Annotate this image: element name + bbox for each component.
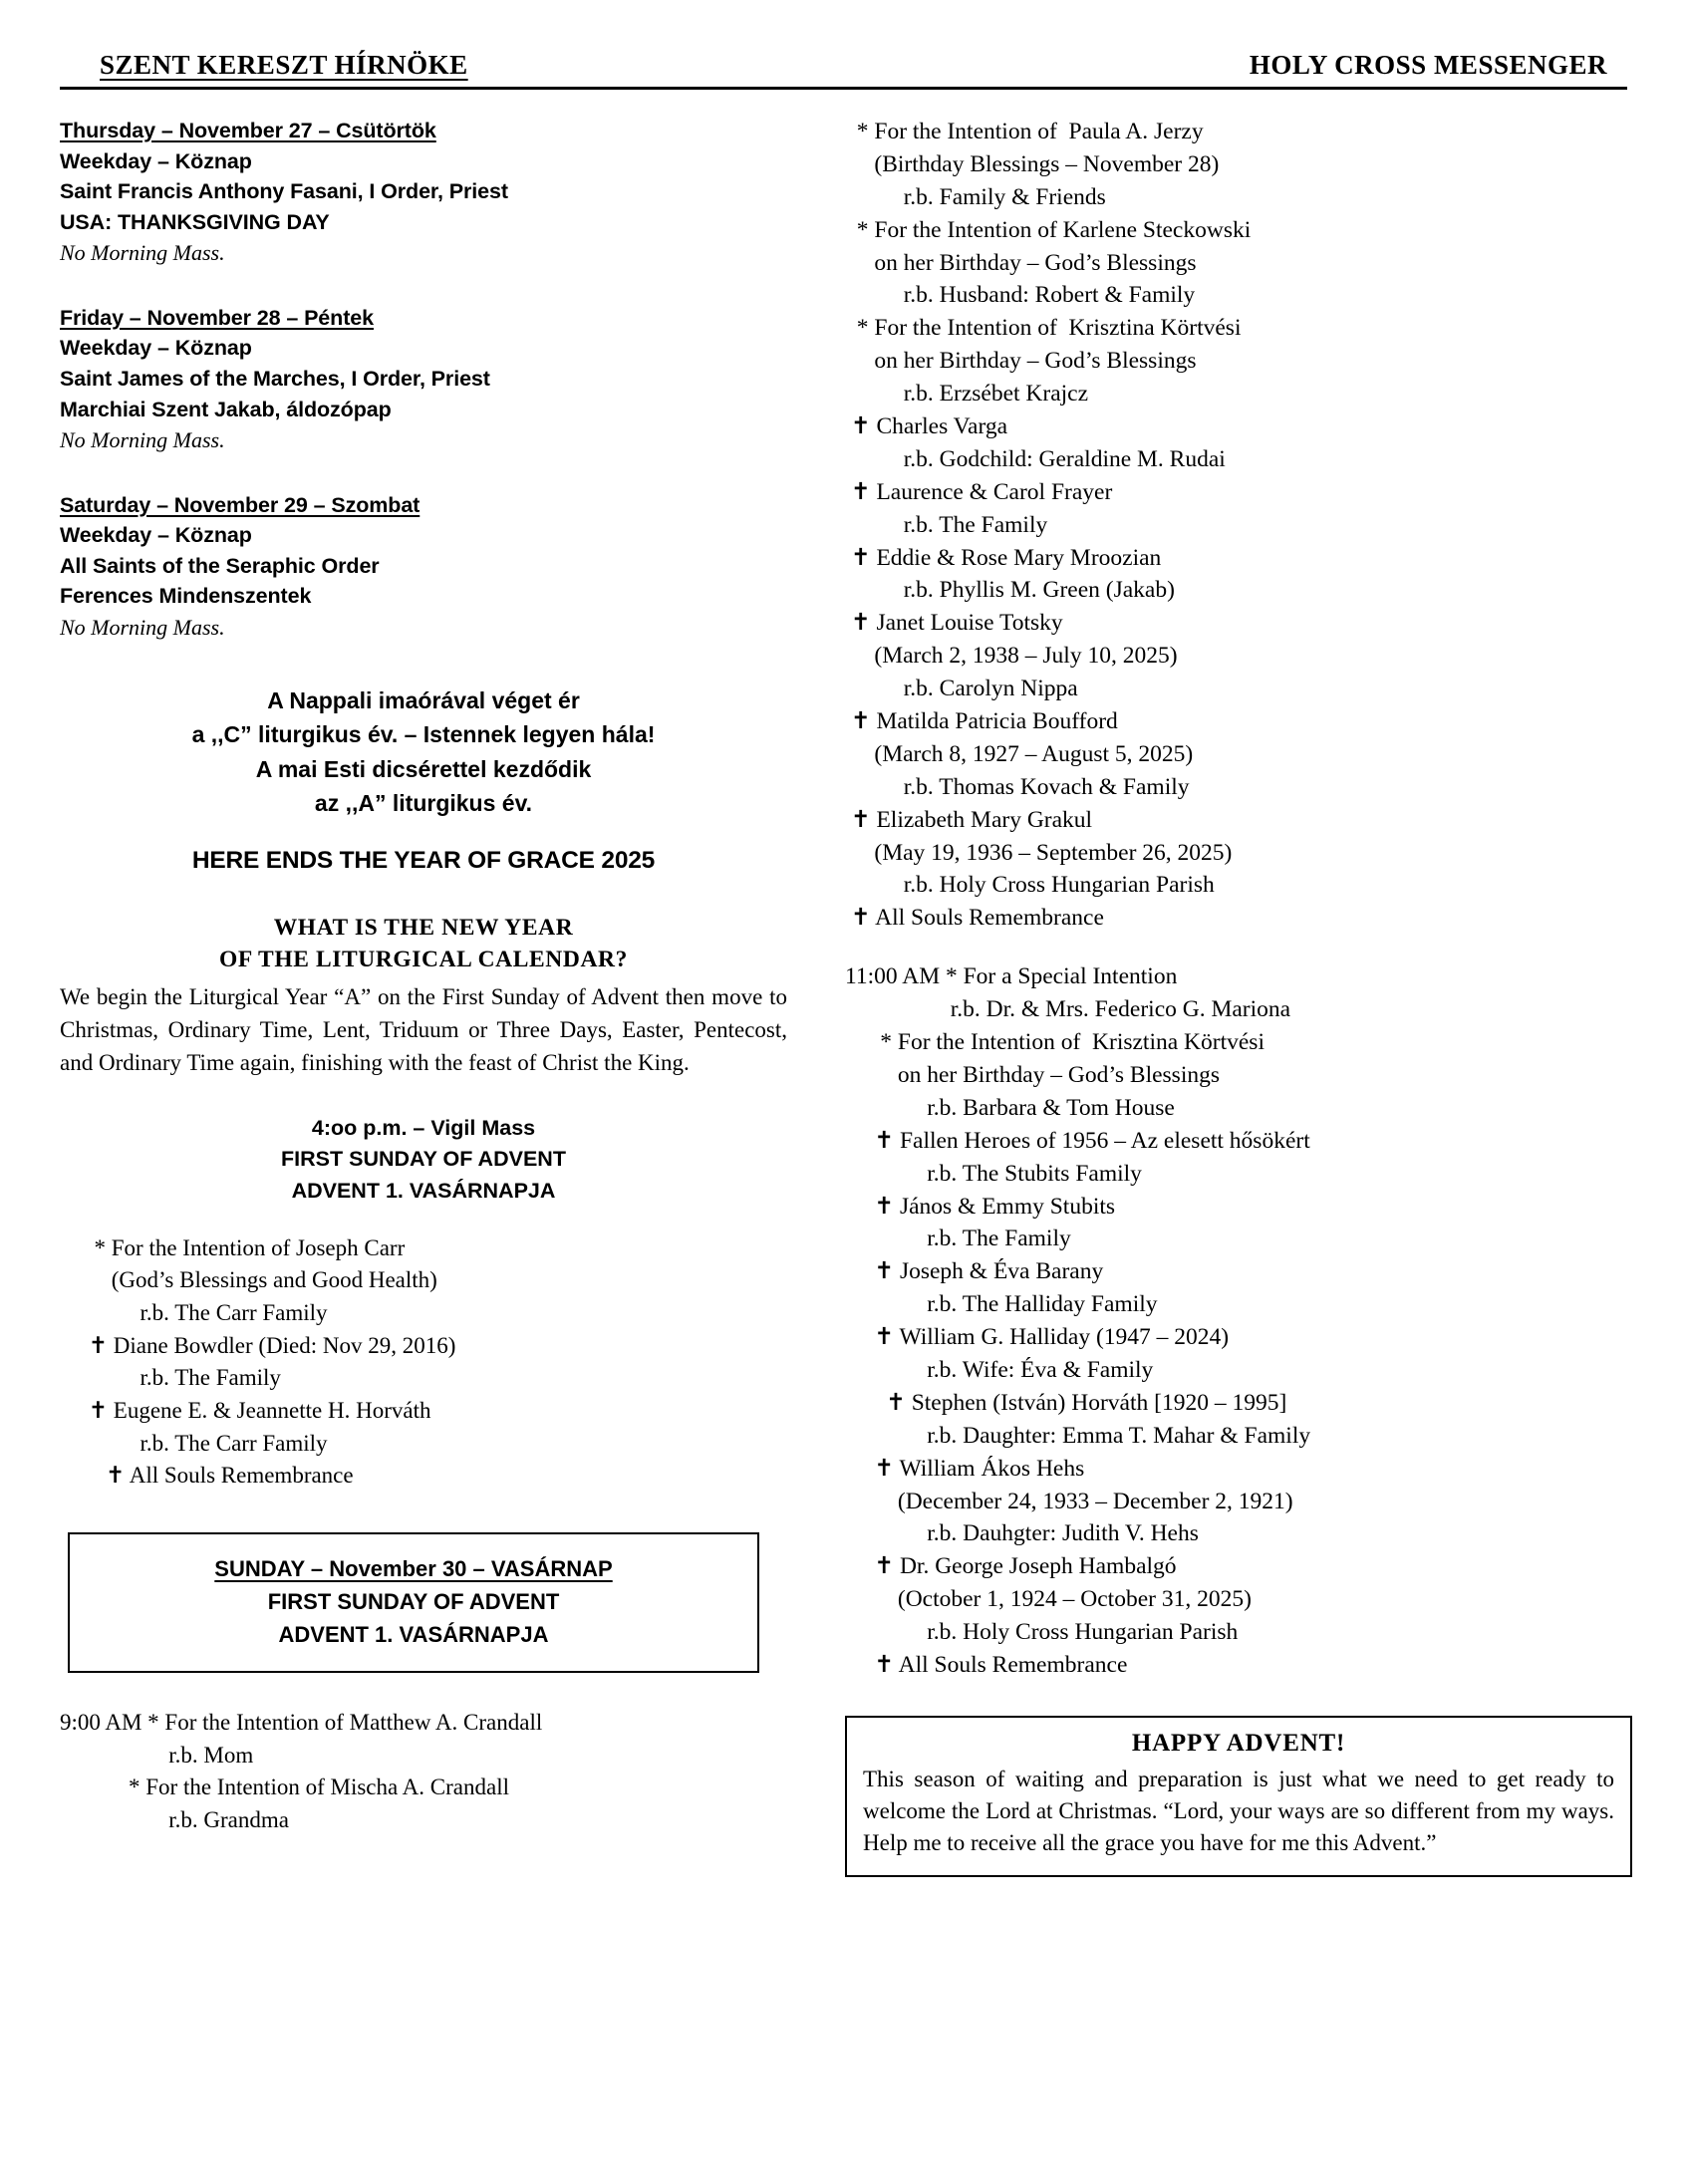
- day-detail: Weekday – Köznap: [60, 148, 252, 173]
- sunday-box-line: ADVENT 1. VASÁRNAPJA: [278, 1622, 549, 1648]
- left-column: [60, 116, 787, 1877]
- intention-line: r.b. Thomas Kovach & Family: [845, 773, 1190, 800]
- intention-line: r.b. Carolyn Nippa: [845, 676, 1078, 702]
- here-ends-heading: HERE ENDS THE YEAR OF GRACE 2025: [191, 846, 656, 874]
- intention-line: r.b. The Family: [60, 1365, 281, 1391]
- vigil-mass-heading: [60, 1113, 787, 1207]
- intention-line: r.b. Dauhgter: Judith V. Hehs: [845, 1520, 1199, 1547]
- hungarian-note-line: A mai Esti dicsérettel kezdődik: [255, 755, 592, 782]
- intention-line: (Birthday Blessings – November 28): [845, 150, 1220, 177]
- intention-line: r.b. The Carr Family: [60, 1300, 328, 1326]
- sunday-box-line: FIRST SUNDAY OF ADVENT: [267, 1589, 560, 1615]
- day-entry-saturday: [60, 490, 787, 644]
- sunday-heading-box: [68, 1532, 759, 1673]
- intention-line: r.b. Dr. & Mrs. Federico G. Mariona: [845, 996, 1291, 1023]
- intention-line: r.b. Wife: Éva & Family: [845, 1356, 1154, 1383]
- day-detail: Marchiai Szent Jakab, áldozópap: [60, 397, 392, 421]
- masthead: [60, 40, 1627, 90]
- intention-line: r.b. Holy Cross Hungarian Parish: [845, 872, 1215, 899]
- intention-line: r.b. Phyllis M. Green (Jakab): [845, 577, 1175, 604]
- intention-line: 11:00 AM * For a Special Intention: [845, 963, 1178, 990]
- day-detail: Saint Francis Anthony Fasani, I Order, Priest: [60, 179, 508, 204]
- day-detail: Weekday – Köznap: [60, 336, 252, 361]
- intention-line: on her Birthday – God’s Blessings: [845, 348, 1197, 375]
- intention-line: ✝ All Souls Remembrance: [60, 1463, 354, 1489]
- intention-line: ✝ János & Emmy Stubits: [845, 1193, 1116, 1220]
- intention-line: (March 2, 1938 – July 10, 2025): [845, 643, 1178, 670]
- content-columns: [60, 116, 1627, 1877]
- intention-line: (God’s Blessings and Good Health): [60, 1267, 437, 1293]
- intention-line: ✝ Janet Louise Totsky: [845, 610, 1063, 637]
- new-year-question-line: OF THE LITURGICAL CALENDAR?: [219, 946, 628, 972]
- intention-line: * For the Intention of Paula A. Jerzy: [845, 119, 1204, 144]
- new-year-question-heading: [60, 913, 787, 975]
- intention-line: ✝ Diane Bowdler (Died: Nov 29, 2016): [60, 1332, 456, 1358]
- intention-line: r.b. The Family: [845, 511, 1048, 538]
- intention-line: * For the Intention of Karlene Steckowski: [845, 216, 1252, 243]
- intention-line: * For the Intention of Mischa A. Crandall: [60, 1774, 509, 1800]
- intention-line: r.b. Family & Friends: [845, 183, 1106, 210]
- intention-line: r.b. The Family: [845, 1226, 1071, 1252]
- intention-line: (May 19, 1936 – September 26, 2025): [845, 839, 1233, 866]
- day-heading: Friday – November 28 – Péntek: [60, 305, 374, 330]
- intention-line: r.b. Mom: [60, 1742, 254, 1768]
- day-note: No Morning Mass.: [60, 614, 225, 640]
- day-heading: Saturday – November 29 – Szombat: [60, 492, 421, 517]
- liturgical-year-note-hungarian: [60, 683, 787, 821]
- intention-line: r.b. Barbara & Tom House: [845, 1094, 1175, 1121]
- masthead-title-hungarian: SZENT KERESZT HÍRNÖKE: [100, 50, 468, 80]
- vigil-heading-line: ADVENT 1. VASÁRNAPJA: [291, 1178, 556, 1203]
- sunday-box-line: SUNDAY – November 30 – VASÁRNAP: [214, 1556, 613, 1582]
- intention-line: * For the Intention of Joseph Carr: [60, 1234, 406, 1260]
- happy-advent-title: HAPPY ADVENT!: [1131, 1729, 1346, 1757]
- intention-line: ✝ All Souls Remembrance: [845, 905, 1104, 932]
- intention-line: r.b. Daughter: Emma T. Mahar & Family: [845, 1422, 1311, 1449]
- day-detail: Ferences Mindenszentek: [60, 584, 312, 609]
- intention-line: ✝ Joseph & Éva Barany: [845, 1258, 1104, 1285]
- intention-line: ✝ William G. Halliday (1947 – 2024): [845, 1324, 1230, 1351]
- intention-line: ✝ Eugene E. & Jeannette H. Horváth: [60, 1398, 431, 1424]
- hungarian-note-line: A Nappali imaórával véget ér: [267, 686, 580, 713]
- day-note: No Morning Mass.: [60, 240, 225, 266]
- day-heading: Thursday – November 27 – Csütörtök: [60, 119, 436, 142]
- happy-advent-text: This season of waiting and preparation is just what we need to get ready to welcome the Lord at Christmas. “Lord, your ways are so different from my ways. Help me to receive all the grace you have for me this Advent.”: [863, 1766, 1614, 1856]
- intention-line: ✝ Fallen Heroes of 1956 – Az elesett hősökért: [845, 1127, 1310, 1154]
- vigil-heading-line: FIRST SUNDAY OF ADVENT: [281, 1147, 566, 1172]
- day-entry-friday: [60, 303, 787, 456]
- intention-line: ✝ Charles Varga: [845, 413, 1008, 440]
- intention-line: (October 1, 1924 – October 31, 2025): [845, 1586, 1252, 1613]
- intention-line: r.b. Husband: Robert & Family: [845, 282, 1196, 309]
- happy-advent-box: [845, 1716, 1632, 1878]
- intention-line: ✝ Stephen (István) Horváth [1920 – 1995]: [845, 1389, 1287, 1416]
- hungarian-note-line: a ,,C” liturgikus év. – Istennek legyen hála!: [191, 721, 656, 748]
- right-column: [825, 116, 1632, 1877]
- intention-line: on her Birthday – God’s Blessings: [845, 249, 1197, 276]
- masthead-title-english: HOLY CROSS MESSENGER: [1249, 50, 1607, 80]
- hungarian-note-line: az ,,A” liturgikus év.: [314, 790, 533, 817]
- day-detail: USA: THANKSGIVING DAY: [60, 209, 330, 234]
- intention-line: r.b. Holy Cross Hungarian Parish: [845, 1619, 1239, 1646]
- spacer: [845, 935, 1632, 960]
- day-detail: Weekday – Köznap: [60, 523, 252, 548]
- intention-line: ✝ Eddie & Rose Mary Mroozian: [845, 544, 1162, 571]
- vigil-heading-line: 4:oo p.m. – Vigil Mass: [311, 1116, 536, 1141]
- intention-line: * For the Intention of Krisztina Körtvési: [845, 315, 1242, 342]
- day-detail: Saint James of the Marches, I Order, Priest: [60, 366, 490, 391]
- intention-line: (March 8, 1927 – August 5, 2025): [845, 740, 1194, 767]
- nine-am-intention-list: [60, 1707, 787, 1837]
- new-year-paragraph: We begin the Liturgical Year “A” on the First Sunday of Advent then move to Christmas, Ordinary Time, Lent, Triduum or Three Days, Easter, Pentecost, and Ordinary Time again, finishing with the feast of Christ the King.: [60, 984, 787, 1075]
- intention-line: ✝ All Souls Remembrance: [845, 1651, 1128, 1678]
- day-entry-thursday: [60, 116, 787, 269]
- vigil-mass-intention-list: [845, 116, 1632, 935]
- vigil-intention-list: [60, 1232, 787, 1493]
- intention-line: r.b. Godchild: Geraldine M. Rudai: [845, 445, 1226, 472]
- intention-line: ✝ Matilda Patricia Boufford: [845, 708, 1118, 735]
- intention-line: r.b. Erzsébet Krajcz: [845, 381, 1089, 408]
- intention-line: (December 24, 1933 – December 2, 1921): [845, 1488, 1293, 1514]
- new-year-question-line: WHAT IS THE NEW YEAR: [273, 914, 574, 941]
- day-detail: All Saints of the Seraphic Order: [60, 553, 380, 578]
- intention-line: ✝ William Ákos Hehs: [845, 1455, 1085, 1482]
- intention-line: r.b. The Stubits Family: [845, 1160, 1142, 1187]
- eleven-am-intention-list: [845, 960, 1632, 1682]
- intention-line: ✝ Elizabeth Mary Grakul: [845, 806, 1093, 833]
- intention-line: on her Birthday – God’s Blessings: [845, 1061, 1220, 1088]
- intention-line: 9:00 AM * For the Intention of Matthew A. Crandall: [60, 1710, 543, 1736]
- intention-line: ✝ Laurence & Carol Frayer: [845, 478, 1113, 505]
- intention-line: r.b. Grandma: [60, 1807, 289, 1832]
- intention-line: r.b. The Halliday Family: [845, 1291, 1158, 1318]
- day-note: No Morning Mass.: [60, 427, 225, 453]
- intention-line: ✝ Dr. George Joseph Hambalgó: [845, 1553, 1177, 1580]
- intention-line: r.b. The Carr Family: [60, 1430, 328, 1456]
- intention-line: * For the Intention of Krisztina Körtvési: [845, 1029, 1265, 1056]
